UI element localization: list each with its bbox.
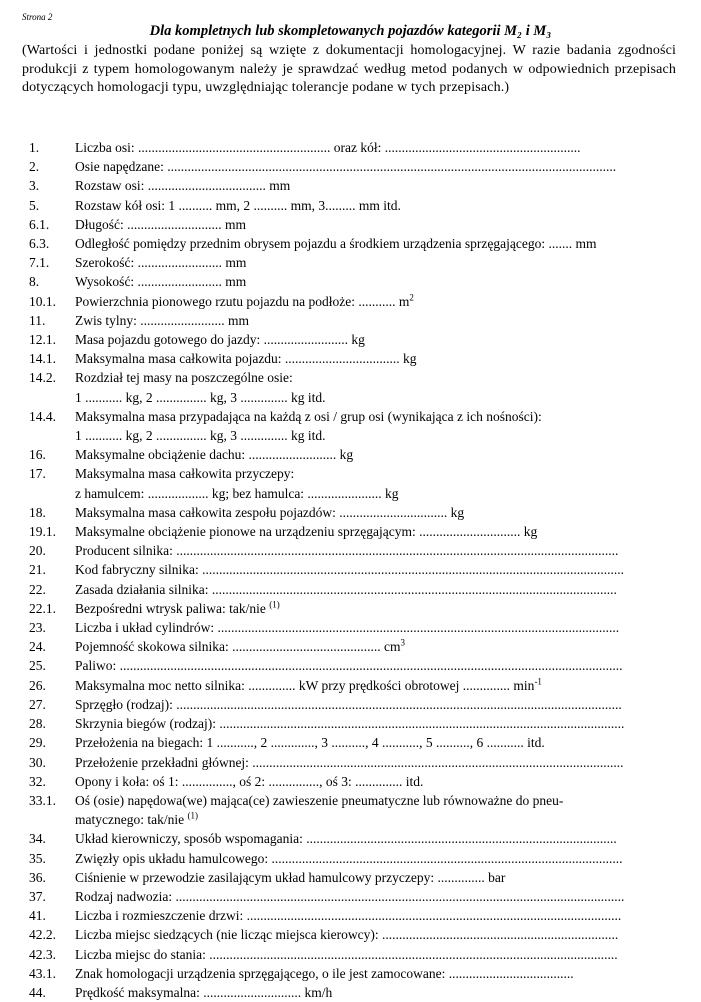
item-text [75, 849, 677, 868]
item-superscript: -1 [534, 676, 542, 687]
item-text [75, 772, 677, 791]
item-text [75, 714, 677, 733]
item-continuation [75, 388, 677, 407]
item-text [75, 945, 677, 964]
item-continuation-text: 1 ........... kg, 2 ............... kg, 3 .............. kg itd. [75, 389, 326, 405]
item-number: 14.1. [29, 351, 56, 367]
item-text [75, 215, 677, 234]
list-item [0, 964, 701, 983]
item-number: 21. [29, 562, 46, 578]
item-label: Liczba i układ cylindrów: ....................................................................................................................... [75, 620, 620, 636]
list-item [0, 849, 701, 868]
item-number: 14.2. [29, 370, 56, 386]
list-item [0, 656, 701, 675]
item-number: 42.2. [29, 927, 56, 943]
item-text [75, 541, 677, 560]
item-text [75, 868, 677, 887]
list-item [0, 138, 701, 157]
item-label: Znak homologacji urządzenia sprzęgającego, o ile jest zamocowane: ..................................... [75, 965, 574, 981]
item-label: Liczba miejsc siedzących (nie licząc miejsca kierowcy): ...................................................................... [75, 927, 619, 943]
item-label: Sprzęgło (rodzaj): .................................................................................................................................... [75, 696, 622, 712]
list-item [0, 714, 701, 733]
item-superscript: 2 [409, 292, 414, 303]
list-item [0, 368, 701, 406]
list-item [0, 637, 701, 656]
item-continuation-text: 1 ........... kg, 2 ............... kg, 3 .............. kg itd. [75, 428, 326, 444]
item-label: Prędkość maksymalna: ............................. km/h [75, 984, 333, 1000]
item-text [75, 791, 677, 829]
item-label: Liczba i rozmieszczenie drzwi: ............................................................................................................... [75, 908, 622, 924]
item-label: Odległość pomiędzy przednim obrysem pojazdu a środkiem urządzenia sprzęgającego: ....... mm [75, 236, 597, 252]
item-label: Rozstaw kół osi: 1 .......... mm, 2 .......... mm, 3......... mm itd. [75, 197, 401, 213]
list-item [0, 215, 701, 234]
item-continuation [75, 426, 677, 445]
item-label: Masa pojazdu gotowego do jazdy: ......................... kg [75, 332, 365, 348]
list-item [0, 541, 701, 560]
item-label: Bezpośredni wtrysk paliwa: tak/nie [75, 600, 270, 616]
item-number: 25. [29, 658, 46, 674]
list-item [0, 292, 701, 311]
list-item [0, 234, 701, 253]
item-number: 23. [29, 620, 46, 636]
list-item [0, 253, 701, 272]
item-label: Paliwo: ..................................................................................................................................................... [75, 658, 623, 674]
item-label: Przełożenia na biegach: 1 ..........., 2 ............., 3 .........., 4 ..........., 5 .........., 6 ........... itd. [75, 735, 545, 751]
item-number: 20. [29, 543, 46, 559]
item-label: Maksymalna masa przypadająca na każdą z osi / grup osi (wynikająca z ich nośności): [75, 408, 542, 424]
item-text [75, 753, 677, 772]
item-text [75, 887, 677, 906]
list-item [0, 945, 701, 964]
item-label: Liczba osi: ......................................................... oraz kół: .......................................................... [75, 140, 581, 155]
item-number: 16. [29, 447, 46, 463]
item-number: 18. [29, 504, 46, 520]
item-continuation [75, 810, 677, 829]
item-label: Wysokość: ......................... mm [75, 274, 247, 290]
item-text [75, 464, 677, 502]
list-item [0, 733, 701, 752]
item-label: Szerokość: ......................... mm [75, 255, 247, 271]
item-label: Liczba miejsc do stania: ......................................................................................................................... [75, 946, 618, 962]
item-text [75, 560, 677, 579]
item-label: Układ kierowniczy, sposób wspomagania: ............................................................................................ [75, 831, 617, 847]
list-item [0, 407, 701, 445]
item-text [75, 157, 677, 176]
item-text [75, 196, 677, 215]
list-item [0, 829, 701, 848]
item-number: 26. [29, 677, 46, 693]
list-item [0, 196, 701, 215]
item-label: Opony i koła: oś 1: ..............., oś 2: ..............., oś 3: .............. itd. [75, 773, 424, 789]
item-text [75, 330, 677, 349]
item-number: 1. [29, 140, 40, 155]
item-label: Zwis tylny: ......................... mm [75, 312, 250, 328]
item-text [75, 407, 677, 445]
item-label: Osie napędzane: ..................................................................................................................................... [75, 159, 617, 175]
item-label: Maksymalne obciążenie dachu: .......................... kg [75, 447, 354, 463]
item-number: 17. [29, 466, 46, 482]
item-number: 22. [29, 581, 46, 597]
list-item [0, 272, 701, 291]
item-label: Maksymalna moc netto silnika: .............. kW przy prędkości obrotowej .............. min [75, 677, 535, 693]
item-number: 32. [29, 773, 46, 789]
item-text [75, 964, 677, 983]
item-number: 29. [29, 735, 46, 751]
list-item [0, 503, 701, 522]
item-text [75, 695, 677, 714]
item-number: 12.1. [29, 332, 56, 348]
item-number: 36. [29, 869, 46, 885]
item-text [75, 676, 677, 695]
item-text [75, 272, 677, 291]
list-item [0, 772, 701, 791]
item-label: Maksymalna masa całkowita pojazdu: .................................. kg [75, 351, 417, 367]
page-label: Strona 2 [22, 12, 53, 22]
list-item [0, 176, 701, 195]
list-item [0, 464, 701, 502]
item-number: 44. [29, 984, 46, 1000]
item-text [75, 234, 677, 253]
item-number: 10.1. [29, 293, 56, 309]
list-item [0, 311, 701, 330]
item-text [75, 637, 677, 656]
item-text [75, 349, 677, 368]
list-item [0, 791, 701, 829]
item-number: 37. [29, 888, 46, 904]
item-continuation [75, 484, 677, 503]
item-label: Przełożenie przekładni głównej: .............................................................................................................. [75, 754, 624, 770]
item-superscript: (1) [187, 810, 198, 821]
item-text [75, 311, 677, 330]
item-label: Zasada działania silnika: ........................................................................................................................ [75, 581, 617, 597]
item-label: Producent silnika: ................................................................................................................................... [75, 543, 619, 559]
item-label: Maksymalne obciążenie pionowe na urządzeniu sprzęgającym: .............................. kg [75, 524, 538, 540]
item-number: 30. [29, 754, 46, 770]
item-text [75, 618, 677, 637]
list-item [0, 983, 701, 1002]
item-label: Pojemność skokowa silnika: ............................................ cm [75, 639, 401, 655]
list-item [0, 618, 701, 637]
item-text [75, 983, 677, 1002]
item-label: Długość: ............................ mm [75, 216, 246, 232]
list-item [0, 522, 701, 541]
list-item [0, 906, 701, 925]
item-label: Rozstaw osi: ................................... mm [75, 178, 291, 194]
item-text [75, 733, 677, 752]
list-item [0, 157, 701, 176]
item-superscript: (1) [269, 599, 280, 610]
intro-paragraph: (Wartości i jednostki podane poniżej są wzięte z dokumentacji homologacyjnej. W razie badania zgodności produkcji z typem homologowanym należy je sprawdzać według metod podanych w odpowiednich przepisach dotyczących homologacji typu, uwzględniając tolerancje podane w tych przepisach.) [22, 43, 676, 95]
item-number: 6.1. [29, 216, 50, 232]
item-number: 28. [29, 716, 46, 732]
item-text [75, 906, 677, 925]
item-label: Oś (osie) napędowa(we) mająca(ce) zawieszenie pneumatyczne lub równoważne do pneu- [75, 792, 564, 808]
item-label: Ciśnienie w przewodzie zasilającym układ hamulcowy przyczepy: .............. bar [75, 869, 506, 885]
list-item [0, 868, 701, 887]
list-item [0, 887, 701, 906]
item-label: Kod fabryczny silnika: ............................................................................................................................. [75, 562, 624, 578]
list-item [0, 330, 701, 349]
item-number: 24. [29, 639, 46, 655]
item-list [0, 138, 701, 1002]
item-number: 22.1. [29, 600, 56, 616]
item-text [75, 522, 677, 541]
item-label: Rozdział tej masy na poszczególne osie: [75, 370, 293, 386]
item-continuation-text: z hamulcem: .................. kg; bez hamulca: ...................... kg [75, 485, 399, 501]
item-number: 27. [29, 696, 46, 712]
item-number: 7.1. [29, 255, 50, 271]
list-item [0, 560, 701, 579]
item-text [75, 253, 677, 272]
item-number: 14.4. [29, 408, 56, 424]
item-number: 34. [29, 831, 46, 847]
item-text [75, 176, 677, 195]
list-item [0, 580, 701, 599]
item-label: Rodzaj nadwozia: ..................................................................................................................................... [75, 888, 625, 904]
item-continuation-text: matycznego: tak/nie [75, 812, 188, 828]
item-number: 43.1. [29, 965, 56, 981]
item-superscript: 3 [400, 637, 405, 648]
item-text [75, 138, 677, 157]
list-item [0, 925, 701, 944]
list-item [0, 445, 701, 464]
list-item [0, 349, 701, 368]
list-item [0, 599, 701, 618]
item-label: Maksymalna masa całkowita przyczepy: [75, 466, 295, 482]
list-item [0, 676, 701, 695]
item-text [75, 445, 677, 464]
item-text [75, 656, 677, 675]
list-item [0, 695, 701, 714]
item-number: 19.1. [29, 524, 56, 540]
item-number: 5. [29, 197, 40, 213]
item-label: Zwięzły opis układu hamulcowego: ........................................................................................................ [75, 850, 623, 866]
item-label: Maksymalna masa całkowita zespołu pojazdów: ................................ kg [75, 504, 465, 520]
item-number: 6.3. [29, 236, 50, 252]
item-text [75, 503, 677, 522]
item-number: 3. [29, 178, 40, 194]
item-number: 11. [29, 312, 46, 328]
item-text [75, 292, 677, 311]
item-number: 33.1. [29, 792, 56, 808]
item-number: 42.3. [29, 946, 56, 962]
item-text [75, 925, 677, 944]
document-title: Dla kompletnych lub skompletowanych pojazdów kategorii M₂ i M₃ [149, 23, 552, 39]
list-item [0, 753, 701, 772]
item-text [75, 368, 677, 406]
item-label: Powierzchnia pionowego rzutu pojazdu na podłoże: ........... m [75, 293, 410, 309]
item-text [75, 599, 677, 618]
item-number: 2. [29, 159, 40, 175]
item-number: 41. [29, 908, 46, 924]
item-label: Skrzynia biegów (rodzaj): ........................................................................................................................ [75, 716, 625, 732]
item-text [75, 580, 677, 599]
item-number: 35. [29, 850, 46, 866]
item-text [75, 829, 677, 848]
item-number: 8. [29, 274, 40, 290]
